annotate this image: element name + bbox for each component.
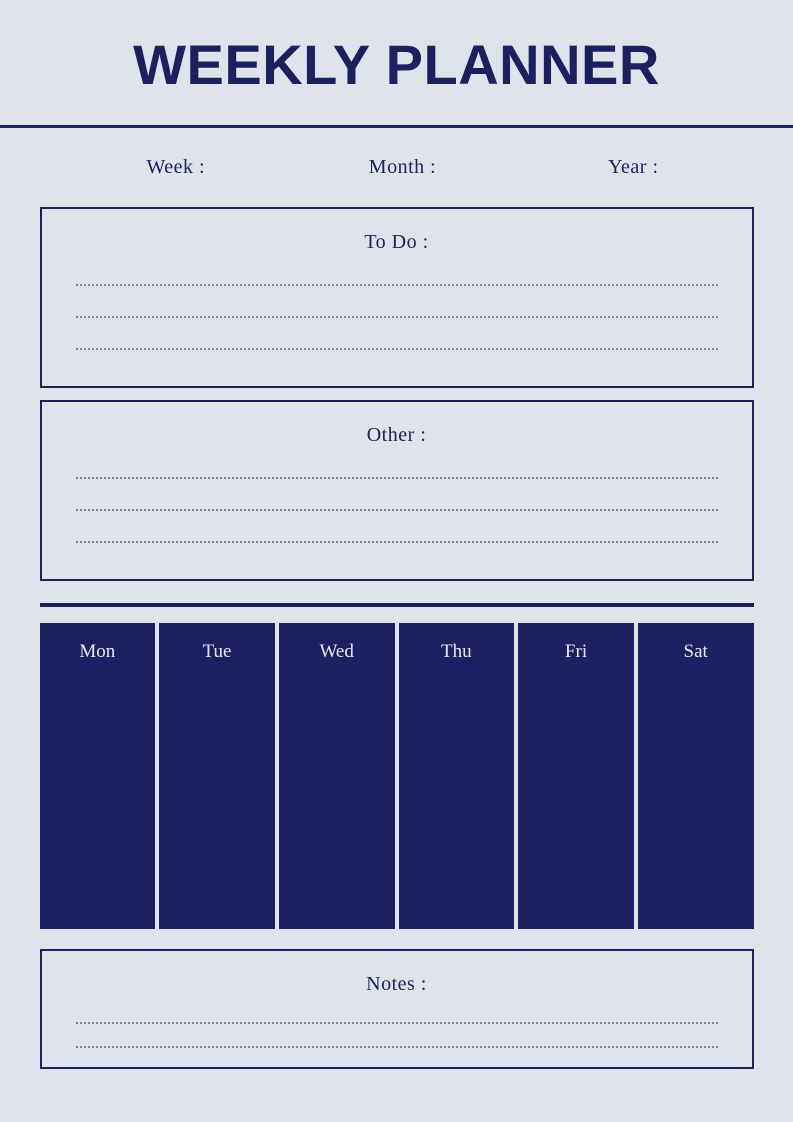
dotted-rule: [76, 1046, 718, 1048]
todo-line-2[interactable]: [42, 286, 752, 318]
days-divider: [40, 603, 754, 607]
day-label: Fri: [564, 641, 588, 662]
todo-line-3[interactable]: [42, 318, 752, 350]
other-line-2[interactable]: [42, 479, 752, 511]
notes-line-2[interactable]: [42, 1024, 752, 1048]
week-field-label[interactable]: Week :: [146, 156, 206, 178]
day-label: Thu: [441, 641, 472, 662]
dotted-rule: [76, 541, 718, 543]
day-label: Tue: [202, 641, 232, 662]
day-column-sat[interactable]: [638, 623, 754, 929]
day-label: Wed: [319, 641, 354, 662]
year-field-label[interactable]: Year :: [608, 156, 659, 178]
day-column-mon[interactable]: [40, 623, 156, 929]
todo-line-1[interactable]: [42, 258, 752, 286]
page-title: WEEKLY PLANNER: [133, 33, 660, 96]
month-field-label[interactable]: Month :: [368, 156, 437, 178]
todo-label: To Do :: [364, 231, 429, 253]
notes-line-1[interactable]: [42, 1000, 752, 1024]
other-label: Other :: [366, 424, 427, 446]
day-column-fri[interactable]: [518, 623, 634, 929]
days-grid: [40, 623, 754, 929]
notes-label: Notes :: [366, 973, 427, 995]
other-section: [40, 400, 754, 581]
other-line-1[interactable]: [42, 451, 752, 479]
day-column-thu[interactable]: [399, 623, 515, 929]
other-line-3[interactable]: [42, 511, 752, 543]
notes-section: [40, 949, 754, 1069]
dotted-rule: [76, 348, 718, 350]
day-label: Mon: [79, 641, 116, 662]
day-column-tue[interactable]: [159, 623, 275, 929]
week-month-year-row: [37, 128, 757, 179]
day-column-wed[interactable]: [279, 623, 395, 929]
todo-section: [40, 207, 754, 388]
day-label: Sat: [683, 641, 708, 662]
